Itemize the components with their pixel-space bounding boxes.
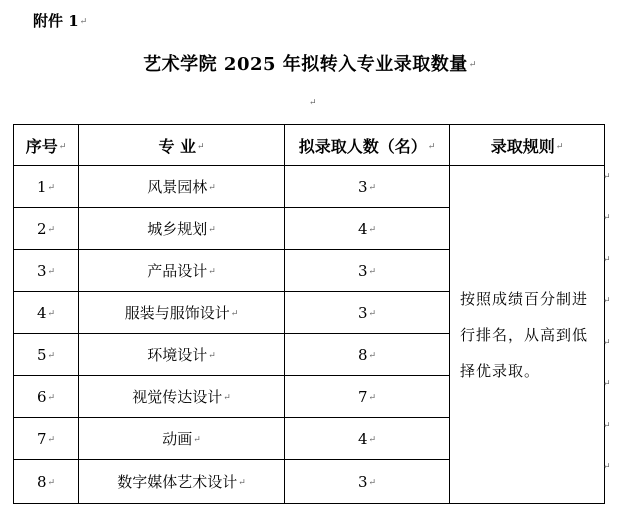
row-end-mark-icon: ↵ bbox=[603, 421, 611, 431]
enrollment-table bbox=[13, 124, 605, 504]
row-count: 8↵ bbox=[285, 334, 450, 376]
document-title: 艺术学院 2025 年拟转入专业录取数量↵ bbox=[143, 54, 477, 75]
header-major: 专 业↵ bbox=[79, 125, 285, 166]
row-count: 3↵ bbox=[285, 166, 450, 208]
paragraph-mark-icon: ↵ bbox=[309, 98, 317, 108]
row-count: 4↵ bbox=[285, 208, 450, 250]
row-major: 环境设计↵ bbox=[79, 334, 285, 376]
attachment-label: 附件 1↵ bbox=[33, 12, 88, 30]
row-major: 动画↵ bbox=[79, 418, 285, 460]
paragraph-mark-icon: ↵ bbox=[79, 17, 88, 27]
row-no: 7↵ bbox=[14, 418, 79, 460]
row-no: 4↵ bbox=[14, 292, 79, 334]
header-no: 序号↵ bbox=[14, 125, 79, 166]
header-count: 拟录取人数（名）↵ bbox=[285, 125, 450, 166]
admission-rule-text: 按照成绩百分制进行排名，从高到低择优录取。 bbox=[460, 289, 589, 380]
row-end-marks bbox=[603, 172, 615, 512]
row-no: 2↵ bbox=[14, 208, 79, 250]
cell-mark-icon: ↵ bbox=[197, 142, 205, 152]
row-major: 视觉传达设计↵ bbox=[79, 376, 285, 418]
header-rule: 录取规则↵ bbox=[450, 125, 605, 166]
cell-mark-icon: ↵ bbox=[427, 142, 436, 152]
table-header-row bbox=[14, 125, 605, 166]
row-count: 3↵ bbox=[285, 250, 450, 292]
row-count: 7↵ bbox=[285, 376, 450, 418]
row-end-mark-icon: ↵ bbox=[603, 213, 611, 223]
row-no: 3↵ bbox=[14, 250, 79, 292]
row-major: 风景园林↵ bbox=[79, 166, 285, 208]
row-no: 6↵ bbox=[14, 376, 79, 418]
row-no: 1↵ bbox=[14, 166, 79, 208]
paragraph-mark-icon: ↵ bbox=[468, 60, 477, 70]
row-count: 4↵ bbox=[285, 418, 450, 460]
cell-mark-icon: ↵ bbox=[555, 142, 564, 152]
row-count: 3↵ bbox=[285, 460, 450, 504]
row-no: 5↵ bbox=[14, 334, 79, 376]
row-no: 8↵ bbox=[14, 460, 79, 504]
table-row bbox=[14, 166, 605, 208]
row-end-mark-icon: ↵ bbox=[603, 338, 611, 348]
row-end-mark-icon: ↵ bbox=[603, 296, 611, 306]
row-count: 3↵ bbox=[285, 292, 450, 334]
cell-mark-icon: ↵ bbox=[58, 142, 67, 152]
row-end-mark-icon: ↵ bbox=[603, 379, 611, 389]
row-end-mark-icon: ↵ bbox=[603, 172, 611, 182]
row-major: 城乡规划↵ bbox=[79, 208, 285, 250]
row-end-mark-icon: ↵ bbox=[603, 462, 611, 472]
row-major: 数字媒体艺术设计↵ bbox=[79, 460, 285, 504]
row-end-mark-icon: ↵ bbox=[603, 255, 611, 265]
row-major: 产品设计↵ bbox=[79, 250, 285, 292]
admission-rule-cell bbox=[450, 166, 605, 504]
row-major: 服装与服饰设计↵ bbox=[79, 292, 285, 334]
